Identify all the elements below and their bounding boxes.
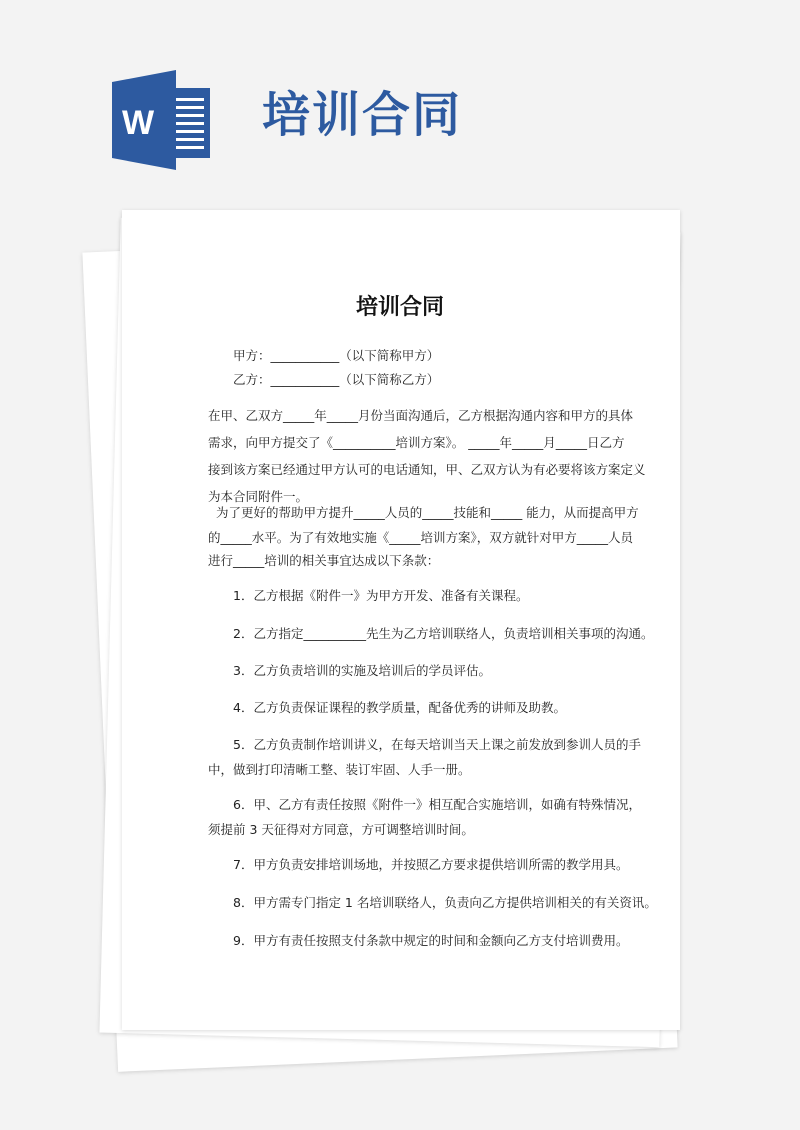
word-icon <box>110 70 215 170</box>
clause-item: 5．乙方负责制作培训讲义，在每天培训当天上课之前发放到参训人员的手 <box>233 737 641 752</box>
body-line: 为本合同附件一。 <box>208 489 309 504</box>
clause-item: 8．甲方需专门指定 1 名培训联络人，负责向乙方提供培训相关的有关资讯。 <box>233 895 657 910</box>
clause-item: 6．甲、乙方有责任按照《附件一》相互配合实施培训，如确有特殊情况， <box>233 797 641 812</box>
clause-item: 4．乙方负责保证课程的教学质量，配备优秀的讲师及助教。 <box>233 700 566 715</box>
clause-item: 1．乙方根据《附件一》为甲方开发、准备有关课程。 <box>233 588 529 603</box>
clause-item: 中，做到打印清晰工整、装订牢固、人手一册。 <box>208 762 471 777</box>
party-b-line: 乙方：___________（以下简称乙方） <box>233 372 440 387</box>
body-line: 需求，向甲方提交了《__________培训方案》。 _____年_____月_____日乙方 <box>208 435 625 450</box>
clause-item: 须提前 3 天征得对方同意，方可调整培训时间。 <box>208 822 474 837</box>
clause-item: 9．甲方有责任按照支付条款中规定的时间和金额向乙方支付培训费用。 <box>233 933 629 948</box>
body-line: 的_____水平。为了有效地实施《_____培训方案》，双方就针对甲方_____人员 <box>208 530 634 545</box>
body-line: 在甲、乙双方_____年_____月份当面沟通后，乙方根据沟通内容和甲方的具体 <box>208 408 634 423</box>
banner-title: 培训合同 <box>262 87 463 143</box>
svg-text:W: W <box>122 104 155 142</box>
body-line: 接到该方案已经通过甲方认可的电话通知，甲、乙双方认为有必要将该方案定义 <box>208 462 646 477</box>
body-line: 为了更好的帮助甲方提升_____人员的_____技能和_____ 能力，从而提高甲方 <box>208 505 639 520</box>
clause-item: 3．乙方负责培训的实施及培训后的学员评估。 <box>233 663 491 678</box>
body-line: 进行_____培训的相关事宜达成以下条款： <box>208 553 440 568</box>
party-a-line: 甲方：___________（以下简称甲方） <box>233 348 440 363</box>
clause-item: 2．乙方指定__________先生为乙方培训联络人，负责培训相关事项的沟通。 <box>233 626 654 641</box>
clause-item: 7．甲方负责安排培训场地，并按照乙方要求提供培训所需的教学用具。 <box>233 857 629 872</box>
document-title: 培训合同 <box>355 295 444 320</box>
